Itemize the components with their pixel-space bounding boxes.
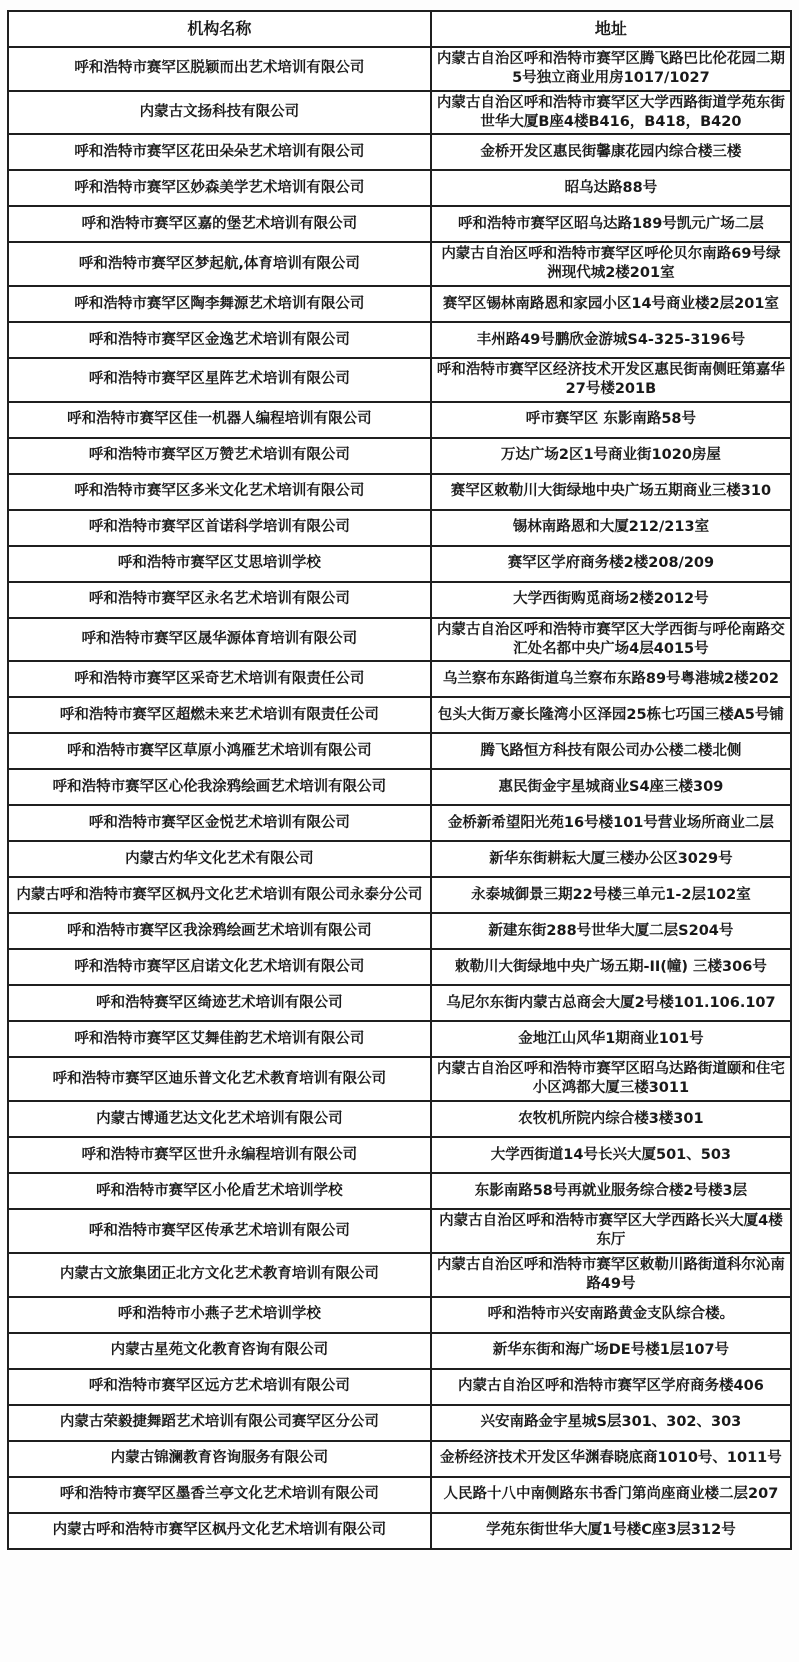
address-cell: 新华东街耕耘大厦三楼办公区3029号 (431, 841, 791, 877)
table-body (8, 47, 791, 1549)
institution-name-cell: 呼和浩特市赛罕区永名艺术培训有限公司 (8, 582, 431, 618)
table-row (8, 1209, 791, 1253)
institution-name-cell: 呼和浩特市赛罕区晟华源体育培训有限公司 (8, 618, 431, 662)
address-cell: 大学西街道14号长兴大厦501、503 (431, 1137, 791, 1173)
table-row (8, 618, 791, 662)
institution-name-cell: 呼和浩特市小燕子艺术培训学校 (8, 1297, 431, 1333)
institution-name-cell: 内蒙古博通艺达文化艺术培训有限公司 (8, 1101, 431, 1137)
institution-name-cell: 呼和浩特市赛罕区金逸艺术培训有限公司 (8, 322, 431, 358)
institution-name-cell: 内蒙古荣毅捷舞蹈艺术培训有限公司赛罕区分公司 (8, 1405, 431, 1441)
institution-name-cell: 呼和浩特市赛罕区我涂鸦绘画艺术培训有限公司 (8, 913, 431, 949)
address-cell: 内蒙古自治区呼和浩特市赛罕区昭乌达路街道颐和住宅小区鸿都大厦三楼3011 (431, 1057, 791, 1101)
address-cell: 内蒙古自治区呼和浩特市赛罕区大学西路街道学苑东街世华大厦B座4楼B416，B418，B420 (431, 91, 791, 135)
table-row (8, 1057, 791, 1101)
institution-name-cell: 内蒙古星苑文化教育咨询有限公司 (8, 1333, 431, 1369)
table-row (8, 322, 791, 358)
address-cell: 腾飞路恒方科技有限公司办公楼二楼北侧 (431, 733, 791, 769)
table-row (8, 47, 791, 91)
table-row (8, 733, 791, 769)
table-row (8, 206, 791, 242)
institution-name-cell: 呼和浩特市赛罕区小伦盾艺术培训学校 (8, 1173, 431, 1209)
table-row (8, 697, 791, 733)
institution-name-cell: 呼和浩特市赛罕区传承艺术培训有限公司 (8, 1209, 431, 1253)
table-row (8, 510, 791, 546)
table-row (8, 769, 791, 805)
institution-name-cell: 内蒙古呼和浩特市赛罕区枫丹文化艺术培训有限公司 (8, 1513, 431, 1549)
address-cell: 内蒙古自治区呼和浩特市赛罕区学府商务楼406 (431, 1369, 791, 1405)
institution-name-cell: 呼和浩特市赛罕区星阵艺术培训有限公司 (8, 358, 431, 402)
table-row (8, 474, 791, 510)
address-cell: 万达广场2区1号商业街1020房屋 (431, 438, 791, 474)
table-row (8, 1513, 791, 1549)
column-header-institution-name: 机构名称 (8, 11, 431, 47)
address-cell: 呼和浩特市兴安南路黄金支队综合楼。 (431, 1297, 791, 1333)
institution-name-cell: 呼和浩特市赛罕区首诺科学培训有限公司 (8, 510, 431, 546)
institution-name-cell: 呼和浩特市赛罕区墨香兰亭文化艺术培训有限公司 (8, 1477, 431, 1513)
institution-name-cell: 呼和浩特市赛罕区草原小鸿雁艺术培训有限公司 (8, 733, 431, 769)
table-row (8, 1137, 791, 1173)
table-row (8, 1333, 791, 1369)
institution-name-cell: 呼和浩特市赛罕区妙森美学艺术培训有限公司 (8, 170, 431, 206)
institution-name-cell: 呼和浩特市赛罕区超燃未来艺术培训有限责任公司 (8, 697, 431, 733)
address-cell: 乌尼尔东街内蒙古总商会大厦2号楼101.106.107 (431, 985, 791, 1021)
address-cell: 呼市赛罕区 东影南路58号 (431, 402, 791, 438)
institutions-table (7, 10, 792, 1550)
institution-name-cell: 呼和浩特市赛罕区远方艺术培训有限公司 (8, 1369, 431, 1405)
table-row (8, 1253, 791, 1297)
institution-name-cell: 内蒙古文扬科技有限公司 (8, 91, 431, 135)
address-cell: 东影南路58号再就业服务综合楼2号楼3层 (431, 1173, 791, 1209)
institution-name-cell: 呼和浩特市赛罕区采奇艺术培训有限责任公司 (8, 661, 431, 697)
institution-name-cell: 内蒙古呼和浩特市赛罕区枫丹文化艺术培训有限公司永泰分公司 (8, 877, 431, 913)
address-cell: 包头大街万豪长隆湾小区泽园25栋七巧国三楼A5号铺 (431, 697, 791, 733)
address-cell: 赛罕区学府商务楼2楼208/209 (431, 546, 791, 582)
table-row (8, 913, 791, 949)
address-cell: 内蒙古自治区呼和浩特市赛罕区呼伦贝尔南路69号绿洲现代城2楼201室 (431, 242, 791, 286)
address-cell: 内蒙古自治区呼和浩特市赛罕区腾飞路巴比伦花园二期5号独立商业用房1017/1027 (431, 47, 791, 91)
institution-name-cell: 呼和浩特市赛罕区梦起航,体育培训有限公司 (8, 242, 431, 286)
table-header (8, 11, 791, 47)
institution-name-cell: 呼和浩特赛罕区绮迹艺术培训有限公司 (8, 985, 431, 1021)
table-row (8, 805, 791, 841)
table-row (8, 1405, 791, 1441)
table-row (8, 1369, 791, 1405)
institution-name-cell: 呼和浩特市赛罕区多米文化艺术培训有限公司 (8, 474, 431, 510)
address-cell: 大学西街购觅商场2楼2012号 (431, 582, 791, 618)
institution-name-cell: 呼和浩特市赛罕区万赞艺术培训有限公司 (8, 438, 431, 474)
address-cell: 昭乌达路88号 (431, 170, 791, 206)
address-cell: 兴安南路金宇星城S层301、302、303 (431, 1405, 791, 1441)
institution-name-cell: 呼和浩特市赛罕区世升永编程培训有限公司 (8, 1137, 431, 1173)
institution-name-cell: 呼和浩特市赛罕区启诺文化艺术培训有限公司 (8, 949, 431, 985)
institution-name-cell: 呼和浩特市赛罕区嘉的堡艺术培训有限公司 (8, 206, 431, 242)
table-row (8, 1173, 791, 1209)
table-row (8, 661, 791, 697)
table-row (8, 985, 791, 1021)
table-row (8, 438, 791, 474)
table-row (8, 1101, 791, 1137)
table-row (8, 170, 791, 206)
table-row (8, 1477, 791, 1513)
address-cell: 金桥经济技术开发区华渊春晓底商1010号、1011号 (431, 1441, 791, 1477)
table-row (8, 358, 791, 402)
institution-name-cell: 呼和浩特市赛罕区金悦艺术培训有限公司 (8, 805, 431, 841)
institution-name-cell: 内蒙古锦澜教育咨询服务有限公司 (8, 1441, 431, 1477)
address-cell: 丰州路49号鹏欣金游城S4-325-3196号 (431, 322, 791, 358)
institution-name-cell: 呼和浩特市赛罕区艾思培训学校 (8, 546, 431, 582)
table-row (8, 582, 791, 618)
address-cell: 新华东街和海广场DE号楼1层107号 (431, 1333, 791, 1369)
table-row (8, 1021, 791, 1057)
table-row (8, 91, 791, 135)
address-cell: 乌兰察布东路街道乌兰察布东路89号粤港城2楼202 (431, 661, 791, 697)
table-row (8, 877, 791, 913)
table-row (8, 1441, 791, 1477)
address-cell: 金地江山风华1期商业101号 (431, 1021, 791, 1057)
address-cell: 人民路十八中南侧路东书香门第尚座商业楼二层207 (431, 1477, 791, 1513)
table-row (8, 546, 791, 582)
address-cell: 内蒙古自治区呼和浩特市赛罕区大学西街与呼伦南路交汇处名都中央广场4层4015号 (431, 618, 791, 662)
table-row (8, 242, 791, 286)
address-cell: 呼和浩特市赛罕区经济技术开发区惠民街南侧旺第嘉华27号楼201B (431, 358, 791, 402)
address-cell: 惠民街金宇星城商业S4座三楼309 (431, 769, 791, 805)
address-cell: 永泰城御景三期22号楼三单元1-2层102室 (431, 877, 791, 913)
address-cell: 赛罕区敕勒川大街绿地中央广场五期商业三楼310 (431, 474, 791, 510)
address-cell: 呼和浩特市赛罕区昭乌达路189号凯元广场二层 (431, 206, 791, 242)
institution-name-cell: 呼和浩特市赛罕区佳一机器人编程培训有限公司 (8, 402, 431, 438)
institution-name-cell: 呼和浩特市赛罕区心伦我涂鸦绘画艺术培训有限公司 (8, 769, 431, 805)
institution-name-cell: 呼和浩特市赛罕区艾舞佳韵艺术培训有限公司 (8, 1021, 431, 1057)
address-cell: 金桥开发区惠民街馨康花园内综合楼三楼 (431, 134, 791, 170)
table-row (8, 949, 791, 985)
institution-name-cell: 呼和浩特市赛罕区迪乐普文化艺术教育培训有限公司 (8, 1057, 431, 1101)
address-cell: 赛罕区锡林南路恩和家园小区14号商业楼2层201室 (431, 286, 791, 322)
institution-name-cell: 呼和浩特市赛罕区花田朵朵艺术培训有限公司 (8, 134, 431, 170)
address-cell: 内蒙古自治区呼和浩特市赛罕区敕勒川路街道科尔沁南路49号 (431, 1253, 791, 1297)
address-cell: 敕勒川大街绿地中央广场五期-II(幢) 三楼306号 (431, 949, 791, 985)
address-cell: 内蒙古自治区呼和浩特市赛罕区大学西路长兴大厦4楼东厅 (431, 1209, 791, 1253)
header-row (8, 11, 791, 47)
institution-name-cell: 呼和浩特市赛罕区陶李舞源艺术培训有限公司 (8, 286, 431, 322)
table-row (8, 134, 791, 170)
address-cell: 新建东街288号世华大厦二层S204号 (431, 913, 791, 949)
table-row (8, 1297, 791, 1333)
address-cell: 学苑东街世华大厦1号楼C座3层312号 (431, 1513, 791, 1549)
table-row (8, 286, 791, 322)
table-row (8, 841, 791, 877)
column-header-address: 地址 (431, 11, 791, 47)
institution-name-cell: 内蒙古文旅集团正北方文化艺术教育培训有限公司 (8, 1253, 431, 1297)
address-cell: 金桥新希望阳光苑16号楼101号营业场所商业二层 (431, 805, 791, 841)
institution-name-cell: 呼和浩特市赛罕区脱颖而出艺术培训有限公司 (8, 47, 431, 91)
table-row (8, 402, 791, 438)
institution-name-cell: 内蒙古灼华文化艺术有限公司 (8, 841, 431, 877)
address-cell: 农牧机所院内综合楼3楼301 (431, 1101, 791, 1137)
address-cell: 锡林南路恩和大厦212/213室 (431, 510, 791, 546)
